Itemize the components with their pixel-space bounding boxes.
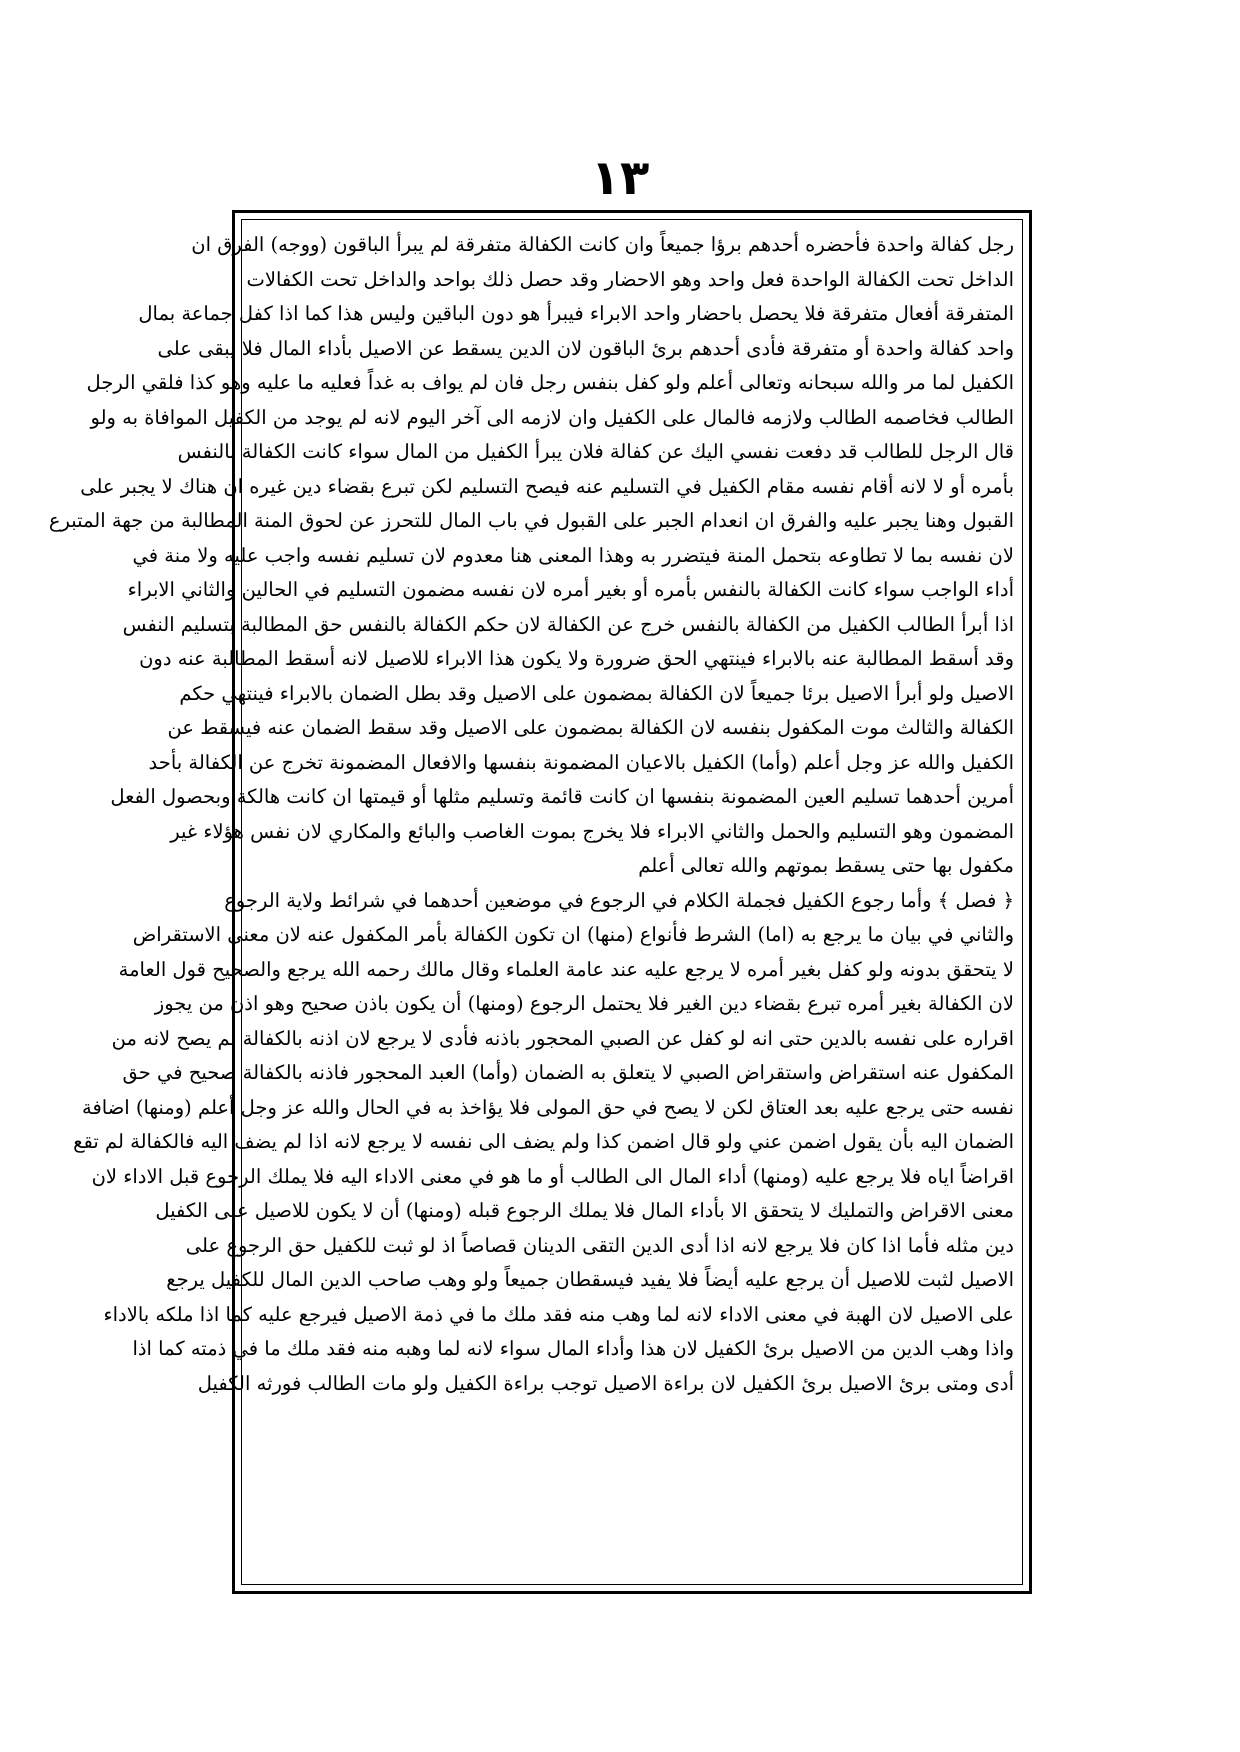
text-line: الاصيل ولو أبرأ الاصيل برئا جميعاً لان الكفالة بمضمون على الاصيل وقد بطل الضمان بالابراء فينتهي حكم	[179, 681, 1014, 705]
text-line: نفسه حتى يرجع عليه بعد العتاق لكن لا يصح في حق المولى فلا يؤاخذ به في الحال والله عز وجل أعلم (ومنها) اضافة	[81, 1095, 1014, 1119]
page-border	[48, 210, 1032, 1594]
text-line: على الاصيل لان الهبة في معنى الاداء لانه لما وهب منه فقد ملك ما في ذمة الاصيل فيرجع عليه كما اذا ملكه بالاداء	[103, 1302, 1014, 1326]
text-line: مكفول بها حتى يسقط بموتهم والله تعالى أعلم	[638, 854, 1014, 877]
text-line: اذا أبرأ الطالب الكفيل من الكفالة بالنفس خرج عن الكفالة لان حكم الكفالة بالنفس حق المطالبة بتسليم النفس	[122, 612, 1014, 636]
text-line: لا يتحقق بدونه ولو كفل بغير أمره لا يرجع عليه عند عامة العلماء وقال مالك رحمه الله يرجع والصحيح قول العامة	[118, 957, 1014, 981]
text-line: المكفول عنه استقراض واستقراض الصبي لا يتعلق به الضمان (وأما) العبد المحجور فاذنه بالكفالة صحيح في حق	[122, 1061, 1014, 1084]
text-line: لان نفسه بما لا تطاوعه بتحمل المنة فيتضرر به وهذا المعنى هنا معدوم لان تسليم نفسه واجب عليه ولا منة في	[132, 543, 1014, 567]
text-line: أمرين أحدهما تسليم العين المضمونة بنفسها ان كانت قائمة وتسليم مثلها أو قيمتها ان كانت هالكة وبحصول الفعل	[110, 785, 1014, 808]
text-line: القبول وهنا يجبر عليه والفرق ان انعدام الجبر على القبول في باب المال للتحرز عن لحوق المنة المطالبة من جهة المتبرع	[48, 509, 1014, 532]
text-line: أداء الواجب سواء كانت الكفالة بالنفس بأمره أو بغير أمره لان نفسه مضمون التسليم في الحالين والثاني الابراء	[127, 578, 1014, 601]
text-line: واذا وهب الدين من الاصيل برئ الكفيل لان هذا وأداء المال سواء لانه لما وهبه منه فقد ملك ما في ذمته كما اذا	[132, 1337, 1014, 1360]
text-line: الكفيل لما مر والله سبحانه وتعالى أعلم ولو كفل بنفس رجل فان لم يواف به غداً فعليه ما عليه وهو كذا فلقي الرجل	[86, 371, 1014, 394]
text-line: معنى الاقراض والتمليك لا يتحقق الا بأداء المال فلا يملك الرجوع قبله (ومنها) أن لا يكون للاصيل على الكفيل	[155, 1199, 1014, 1222]
text-line: بأمره أو لا لانه أقام نفسه مقام الكفيل في التسليم عنه فيصح التسليم لكن تبرع بقضاء دين غيره ان هناك لا يجبر على	[80, 474, 1014, 498]
text-line: المتفرقة أفعال متفرقة فلا يحصل باحضار واحد الابراء فيبرأ هو دون الباقين وليس هذا كما اذا كفل جماعة بمال	[138, 302, 1014, 325]
text-line: المضمون وهو التسليم والحمل والثاني الابراء فلا يخرج بموت الغاصب والبائع والمكاري لان نفس هؤلاء غير	[170, 819, 1014, 843]
text-line: وقد أسقط المطالبة عنه بالابراء فينتهي الحق ضرورة ولا يكون هذا الابراء للاصيل لانه أسقط المطالبة عنه دون	[139, 647, 1014, 670]
text-line: ﴿ فصل ﴾ وأما رجوع الكفيل فجملة الكلام في الرجوع في موضعين أحدهما في شرائط ولاية الرجوع	[224, 888, 1014, 912]
text-line: الكفالة والثالث موت المكفول بنفسه لان الكفالة بمضمون على الاصيل وقد سقط الضمان عنه فيسقط عن	[167, 716, 1014, 739]
text-line: الطالب فخاصمه الطالب ولازمه فالمال على الكفيل وان لازمه الى آخر اليوم لانه لم يوجد من الكفيل الموافاة به ولو	[90, 405, 1014, 429]
text-line: اقراضاً اياه فلا يرجع عليه (ومنها) أداء المال الى الطالب أو ما هو في معنى الاداء اليه فلا يملك الرجوع قبل الاداء لان	[91, 1164, 1014, 1188]
text-line: الضمان اليه بأن يقول اضمن عني ولو قال اضمن كذا ولم يضف الى نفسه لا يرجع لانه اذا لم يضف اليه فالكفالة لم تقع	[73, 1130, 1014, 1153]
text-line: واحد كفالة واحدة أو متفرقة فأدى أحدهم برئ الباقون لان الدين يسقط عن الاصيل بأداء المال فلا يبقى على	[157, 336, 1014, 360]
text-line: دين مثله فأما اذا كان فلا يرجع لانه اذا أدى الدين التقى الدينان قصاصاً اذ لو ثبت للكفيل حق الرجوع على	[185, 1233, 1014, 1257]
text-line: الكفيل والله عز وجل أعلم (وأما) الكفيل بالاعيان المضمونة بنفسها والافعال المضمونة تخرج عن الكفالة بأحد	[148, 750, 1014, 774]
page-number: ١٣	[590, 150, 650, 206]
text-line: الداخل تحت الكفالة الواحدة فعل واحد وهو الاحضار وقد حصل ذلك بواحد والداخل تحت الكفالات	[246, 267, 1014, 291]
text-line: أدى ومتى برئ الاصيل برئ الكفيل لان براءة الاصيل توجب براءة الكفيل ولو مات الطالب فورثه الكفيل	[197, 1371, 1014, 1395]
body-text	[48, 228, 1014, 1576]
page-inner-border	[48, 219, 1023, 1585]
text-line: قال الرجل للطالب قد دفعت نفسي اليك عن كفالة فلان يبرأ الكفيل من المال سواء كانت الكفالة بالنفس	[177, 440, 1014, 463]
text-line: اقراره على نفسه بالدين حتى انه لو كفل عن الصبي المحجور باذنه فأدى لا يرجع لان اذنه بالكفالة لم يصح لانه من	[111, 1026, 1014, 1050]
text-line: رجل كفالة واحدة فأحضره أحدهم برؤا جميعاً وان كانت الكفالة متفرقة لم يبرأ الباقون (ووجه) الفرق ان	[191, 233, 1014, 256]
text-line: والثاني في بيان ما يرجع به (اما) الشرط فأنواع (منها) ان تكون الكفالة بأمر المكفول عنه لان معنى الاستقراض	[132, 923, 1014, 946]
text-line: الاصيل لثبت للاصيل أن يرجع عليه أيضاً فلا يفيد فيسقطان جميعاً ولو وهب صاحب الدين المال للكفيل يرجع	[166, 1268, 1014, 1291]
text-line: لان الكفالة بغير أمره تبرع بقضاء دين الغير فلا يحتمل الرجوع (ومنها) أن يكون باذن صحيح وهو اذن من يجوز	[154, 992, 1014, 1015]
